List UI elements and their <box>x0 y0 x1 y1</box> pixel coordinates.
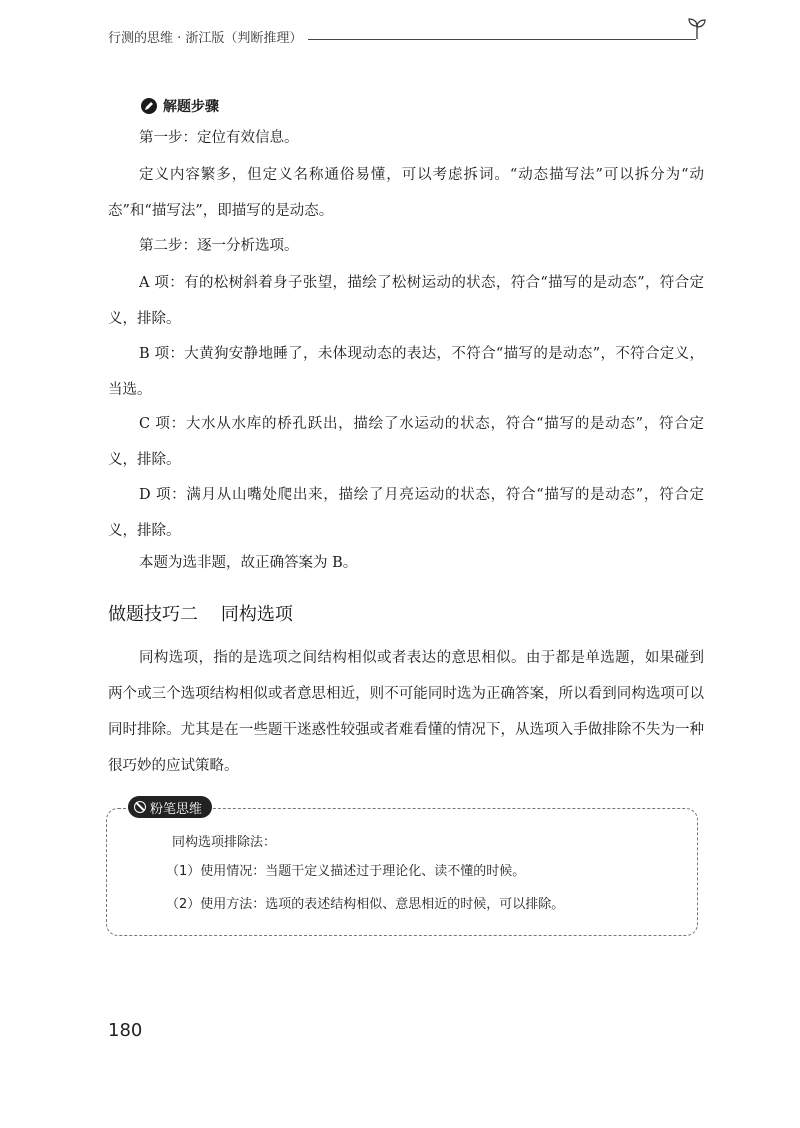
paragraph-step1: 第一步：定位有效信息。 <box>139 130 299 146</box>
sprout-icon <box>686 16 708 40</box>
paragraph-option-b: B 项：大黄狗安静地睡了，未体现动态的表达，不符合“描写的是动态”，不符合定义，当选。 <box>108 346 704 398</box>
section-title: 做题技巧二 同构选项 <box>108 604 293 625</box>
solution-heading <box>141 96 219 116</box>
paragraph-answer: 本题为选非题，故正确答案为 B。 <box>139 555 358 571</box>
no-entry-icon <box>134 801 146 813</box>
tip-tag-label: 粉笔思维 <box>150 801 203 817</box>
paragraph-option-a: A 项：有的松树斜着身子张望，描绘了松树运动的状态，符合“描写的是动态”，符合定义，排除。 <box>108 275 704 327</box>
section-body: 同构选项，指的是选项之间结构相似或者表达的意思相似。由于都是单选题，如果碰到两个或三个选项结构相似或者意思相近，则不可能同时选为正确答案，所以看到同构选项可以同时排除。尤其是在一些题干迷惑性较强或者难看懂的情况下，从选项入手做排除不失为一种很巧妙的应试策略。 <box>108 650 704 774</box>
paragraph-option-c: C 项：大水从水库的桥孔跃出，描绘了水运动的状态，符合“描写的是动态”，符合定义，排除。 <box>108 416 704 468</box>
tip-line-method: （2）使用方法：选项的表述结构相似、意思相近的时候，可以排除。 <box>166 897 565 912</box>
header-title: 行测的思维 · 浙江版（判断推理） <box>108 30 308 48</box>
page-number: 180 <box>108 1020 143 1041</box>
paragraph-option-d: D 项：满月从山嘴处爬出来，描绘了月亮运动的状态，符合“描写的是动态”，符合定义，排除。 <box>108 487 704 539</box>
tip-tag <box>128 796 212 818</box>
solution-title: 解题步骤 <box>163 99 219 115</box>
pencil-icon <box>141 98 157 114</box>
running-header <box>108 30 708 54</box>
paragraph-definition: 定义内容繁多，但定义名称通俗易懂，可以考虑拆词。“动态描写法”可以拆分为“动态”和“描写法”，即描写的是动态。 <box>108 167 704 219</box>
paragraph-step2: 第二步：逐一分析选项。 <box>139 238 299 254</box>
tip-line-heading: 同构选项排除法： <box>172 835 277 850</box>
tip-line-usage: （1）使用情况：当题干定义描述过于理论化、读不懂的时候。 <box>166 864 526 879</box>
